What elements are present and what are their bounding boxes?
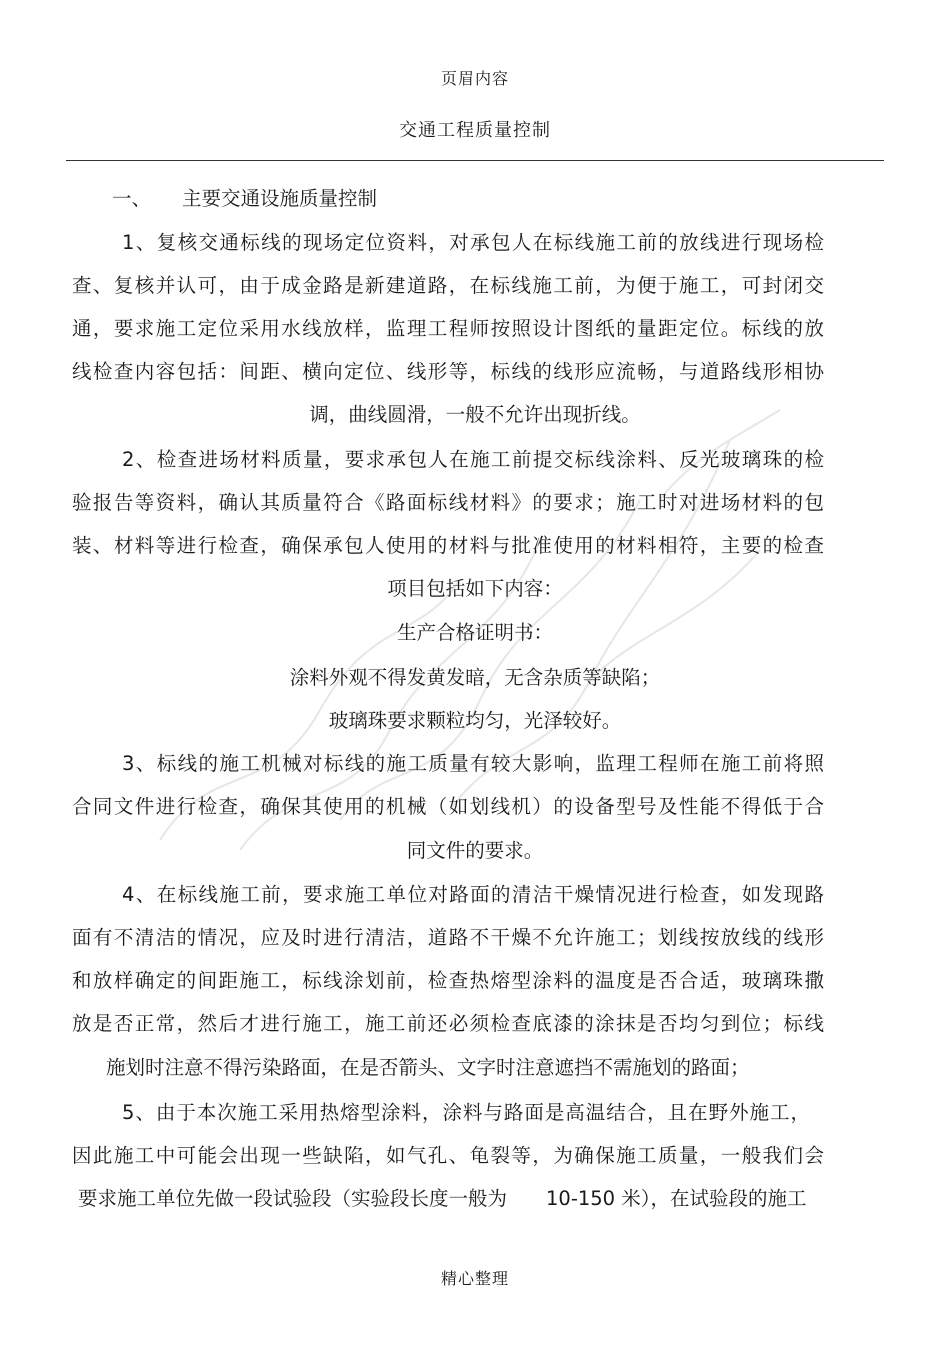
paragraph-line: 4、在标线施工前，要求施工单位对路面的清洁干燥情况进行检查，如发现路 bbox=[122, 883, 824, 906]
list-item: 生产合格证明书： bbox=[396, 621, 553, 644]
paragraph-line: 合同文件进行检查，确保其使用的机械（如划线机）的设备型号及性能不得低于合 bbox=[72, 795, 824, 818]
page-header: 页眉内容 bbox=[440, 69, 509, 88]
paragraph-line: 查、复核并认可，由于成金路是新建道路，在标线施工前，为便于施工，可封闭交 bbox=[72, 274, 824, 297]
paragraph-line: 2、检查进场材料质量，要求承包人在施工前提交标线涂料、反光玻璃珠的检 bbox=[122, 448, 824, 471]
paragraph-line: 面有不清洁的情况，应及时进行清洁，道路不干燥不允许施工；划线按放线的线形 bbox=[72, 926, 824, 949]
paragraph-line: 调，曲线圆滑，一般不允许出现折线。 bbox=[309, 403, 641, 426]
section-heading bbox=[112, 186, 377, 212]
paragraph-line: 5、由于本次施工采用热熔型涂料，涂料与路面是高温结合，且在野外施工， bbox=[122, 1101, 810, 1124]
paragraph-line: 同文件的要求。 bbox=[406, 839, 544, 862]
list-item: 涂料外观不得发黄发暗，无含杂质等缺陷； bbox=[289, 666, 661, 689]
paragraph-line: 放是否正常，然后才进行施工，施工前还必须检查底漆的涂抹是否均匀到位；标线 bbox=[72, 1012, 824, 1035]
paragraph-line: 项目包括如下内容： bbox=[387, 577, 563, 600]
paragraph-line: 和放样确定的间距施工，标线涂划前，检查热熔型涂料的温度是否合适，玻璃珠撒 bbox=[72, 969, 824, 992]
paragraph-line: 施划时注意不得污染路面，在是否箭头、文字时注意遮挡不需施划的路面； bbox=[106, 1056, 750, 1079]
header-divider bbox=[66, 160, 884, 161]
list-item: 玻璃珠要求颗粒均匀，光泽较好。 bbox=[328, 709, 622, 732]
page-footer: 精心整理 bbox=[440, 1269, 509, 1288]
paragraph-line: 验报告等资料，确认其质量符合《路面标线材料》的要求；施工时对进场材料的包 bbox=[72, 491, 824, 514]
paragraph-line: 因此施工中可能会出现一些缺陷，如气孔、龟裂等，为确保施工质量，一般我们会 bbox=[72, 1144, 824, 1167]
paragraph-line: 要求施工单位先做一段试验段（实验段长度一般为 10-150 米），在试验段的施工 bbox=[78, 1187, 807, 1210]
paragraph-line: 3、标线的施工机械对标线的施工质量有较大影响，监理工程师在施工前将照 bbox=[122, 752, 824, 775]
paragraph-line: 线检查内容包括：间距、横向定位、线形等，标线的线形应流畅，与道路线形相协 bbox=[72, 360, 824, 383]
paragraph-line: 装、材料等进行检查，确保承包人使用的材料与批准使用的材料相符，主要的检查 bbox=[72, 534, 824, 557]
section-number: 一、 bbox=[112, 187, 152, 210]
paragraph-line: 1、复核交通标线的现场定位资料，对承包人在标线施工前的放线进行现场检 bbox=[122, 231, 824, 254]
document-title: 交通工程质量控制 bbox=[399, 120, 551, 141]
section-title: 主要交通设施质量控制 bbox=[182, 187, 378, 210]
paragraph-line: 通，要求施工定位采用水线放样，监理工程师按照设计图纸的量距定位。标线的放 bbox=[72, 317, 824, 340]
